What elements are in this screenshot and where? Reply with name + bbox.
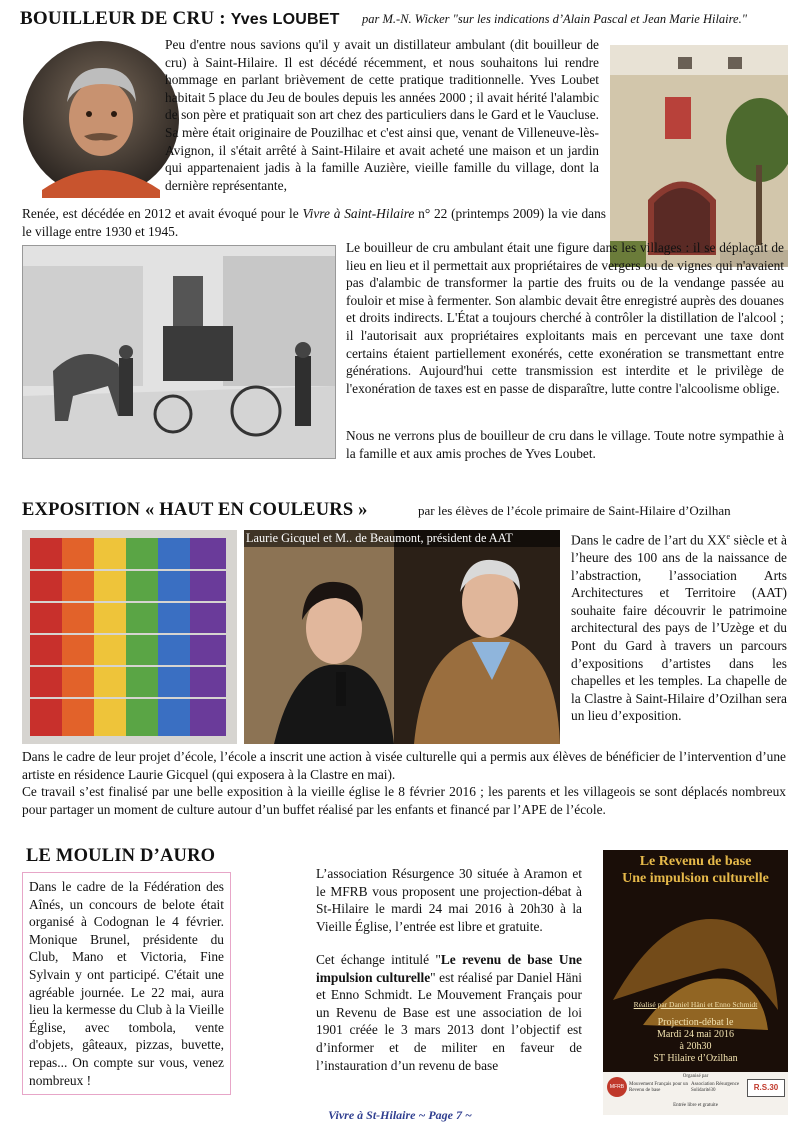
mid-para2-b: " est réalisé par Daniel Häni et Enno Schmidt. Le Mouvement Français pour un Revenu de Base est une association de loi 1901 créée le 3 mars 2013 dont l’objectif est d’informer et de militer en faveur de l’instauration d’un revenu de base [316,969,582,1073]
rainbow-artwork-photo [22,530,237,744]
side-text-sup: e [726,532,731,541]
moulin-auro-box: Dans le cadre de la Fédération des Aînés, un concours de belote était organisé à Codognan le 4 février. Monique Brunel, présidente du Club, Mano et Victoria, Fine Sylvain y ont participé. C'était une agréable journée. Le 22 mai, aura lieu la kermesse du Club à la Vieille Église, avec tombola, vente d'objets, gâteaux, pizzas, buvette, repas... On compte sur vous, venez nombreux ! [22,872,231,1095]
people-image [244,530,560,744]
para1-end-italic: Vivre à Saint-Hilaire [302,206,415,221]
section1-para1: Peu d'entre nous savions qu'il y avait un distillateur ambulant (dit bouilleur de cru) à Saint-Hilaire. Il est décédé récemment, et nous souhaitons lui rendre hommage en parlant brièvement de cette pratique traditionnelle. Yves Loubet habitait 5 place du Jeu de boules depuis les années 2000 ; il avait hérité l'alambic de son père et pratiquait son art chez des particuliers dans le Gard et le Vaucluse. Sa mère était originaire de Pouzilhac et c'est ainsi que, venant de Villeneuve-lès-Avignon, il s'était arrêté à Saint-Hilaire et avait acheté une maison et un jardin qui appartenaient jadis à la famille Auzière, vieille famille du village, dont la dernière représentante, [165,37,599,193]
poster-title1: Le Revenu de base [639,854,752,869]
section1-para2: Le bouilleur de cru ambulant était une figure dans les villages : il se déplaçait de lieu en lieu et il permettait aux propriétaires de vergers ou de vignes qui n'avaient pas d'alambic de transformer la partie des fruits ou de la vendange passée au fouloir et mise à fermenter. Son alambic devait être enregistré auprès des douanes et droits indirects. L'État a toujours cherché à contrôler la distillation de l'alcool ; il l'autorisait aux propriétaires exploitants mais en percevant une taxe dont certains étaient partiellement exonérés, cette exonération se transmettant entre générations. Aujourd'hui cette transmission est interdite et le privilège de l'exonération de taxes est en passe de disparaître, lutte contre l'alcoolisme oblige. [346,240,784,396]
portrait-image [22,40,180,198]
section2-para2: Ce travail s’est finalisé par une belle exposition à la vieille église le 8 février 2016 ; les parents et les villageois se sont déplacés nombreux pour partager un moment de culture autour d’un buffet réalisé par les enfants et financé par l’APE de l’école. [22,784,786,817]
section1-para3: Nous ne verrons plus de bouilleur de cru dans le village. Toute notre sympathie à la famille et aux amis proches de Yves Loubet. [346,428,784,461]
mfrb-logo [607,1077,627,1097]
mid-para2-bold: Le revenu de base Une impulsion culturelle [316,952,582,985]
poster-org2: Association Résurgence Solidarité30 [691,1082,740,1093]
mid-para2-a: Cet échange intitulé " [316,952,441,967]
poster-title2: Une impulsion culturelle [622,871,769,886]
poster-realise: Réalisé par Daniel Häni et Enno Schmidt [633,1000,758,1009]
section3-mid-para2 [316,951,582,1074]
revenu-de-base-poster [603,850,788,1115]
building-photo [610,45,788,267]
poster-line3: à 20h30 [679,1041,712,1052]
rainbow-artwork-image [22,530,237,744]
rs30-logo: R.S.30 [747,1079,785,1097]
para1-end-a: Renée, est décédée en 2012 et avait évoqué pour le [22,206,303,221]
para1-end-b: n° 22 (printemps 2009) la vie dans le village entre 1930 et 1945. [22,206,606,239]
section1-title-main: BOUILLEUR DE CRU : [20,8,226,29]
section3-mid-para1: L’association Résurgence 30 située à Aramon et le MFRB vous proposent une projection-débat à St-Hilaire le mardi 24 mai 2016 à 20h30 à la Vieille Église, l’entrée est libre et gratuite. [316,866,582,934]
section3-title: LE MOULIN D’AURO [26,846,216,866]
poster-organise: Organisé par [682,1074,709,1079]
side-text-a: Dans le cadre de l’art du XX [571,532,727,548]
section2-byline: par les élèves de l’école primaire de Saint-Hilaire d’Ozilhan [418,503,731,518]
section2-side-text [571,528,787,725]
section1-title [20,8,340,30]
engraving-image [23,246,335,458]
building-image [610,45,788,267]
poster-org1: Mouvement Français pour un Revenu de base [629,1082,689,1093]
mfrb-logo-text: MFRB [609,1084,625,1090]
page-footer: Vivre à St-Hilaire ~ Page 7 ~ [328,1108,472,1122]
portrait-yves-loubet [22,40,180,198]
section1-title-name: Yves LOUBET [230,11,340,28]
laurie-beaumont-photo [244,530,560,744]
poster-line1: Projection-débat le [657,1017,734,1028]
section1-para1-end [22,205,606,240]
section2-para1: Dans le cadre de leur projet d’école, l’école a inscrit une action à visée culturelle qui a permis aux élèves de bénéficier de l’intervention d’une artiste en résidence Laurie Gicquel (qui exposera à la Clastre en mai). [22,749,786,782]
side-text-b: siècle et à l’heure des 100 ans de la naissance de l’abstraction, l’association Arts Architectures et Territoire (AAT) souhaite faire découvrir le patrimoine architectural des pays de l’Uzège et du Pont du Gard à travers un parcours d’expositions d’artistes dans les chapelles et les temples. La chapelle de la Clastre à Saint-Hilaire d’Ozilhan sera un lieu d’exposition. [571,532,787,724]
poster-line2: Mardi 24 mai 2016 [657,1029,734,1040]
section2-title: EXPOSITION « HAUT EN COULEURS » [22,500,368,520]
poster-entree: Entrée libre et gratuite [673,1103,718,1108]
section1-byline: par M.-N. Wicker "sur les indications d’Alain Pascal et Jean Marie Hilaire." [362,12,747,26]
poster-line4: ST Hilaire d’Ozilhan [653,1053,738,1064]
photo-caption: Laurie Gicquel et M.. de Beaumont, président de AAT [244,530,560,547]
engraving-still-image [22,245,336,459]
